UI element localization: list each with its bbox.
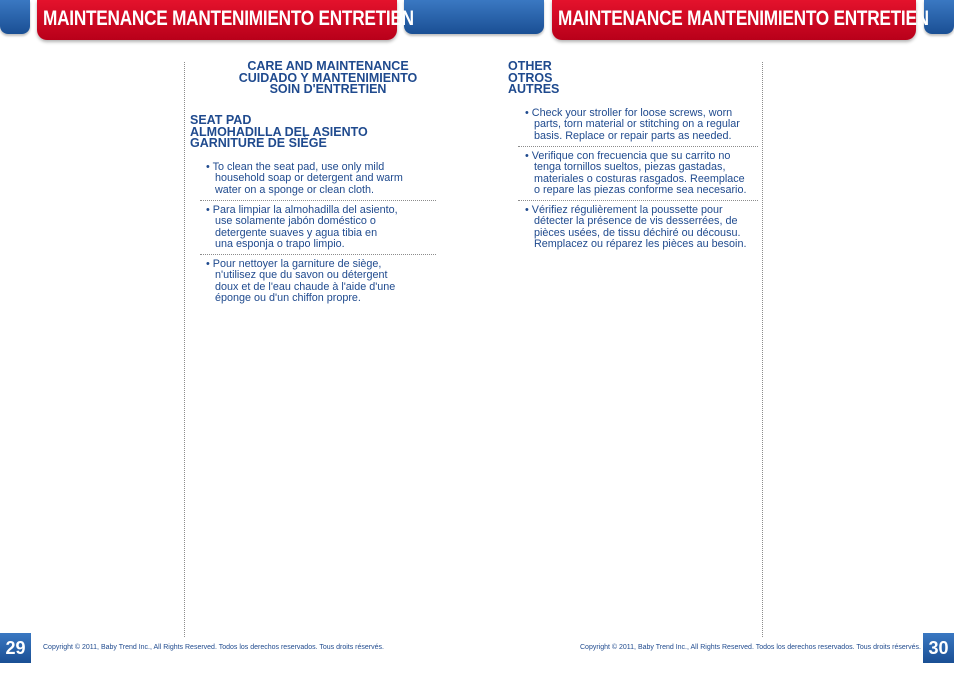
- other-bullet-es: • Verifique con frecuencia que su carrito no tenga tornillos sueltos, piezas gastadas, materiales o costuras rasgados. Reemplace o repare las piezas conforme sea necesario.: [525, 150, 747, 197]
- divider: [200, 200, 436, 201]
- seat-pad-bullet-en: • To clean the seat pad, use only mild household soap or detergent and warm water on a sponge or clean cloth.: [206, 161, 403, 196]
- divider: [200, 254, 436, 255]
- other-bullet-fr: • Vérifiez régulièrement la poussette pour détecter la présence de vis desserrées, de pièces usées, de tissu déchiré ou décousu. Remplacez ou réparez les pièces au besoin.: [525, 204, 747, 251]
- seat-pad-bullet-fr: • Pour nettoyer la garniture de siège, n'utilisez que du savon ou détergent doux et de l'eau chaude à l'aide d'une éponge ou d'un chiffon propre.: [206, 258, 396, 305]
- other-bullet-en: • Check your stroller for loose screws, worn parts, torn material or stitching on a regular basis. Replace or repair parts as needed.: [525, 107, 740, 142]
- seat-pad-heading: [190, 115, 368, 150]
- heading-line: OTHER: [508, 59, 552, 73]
- header-tab-left: [0, 0, 30, 34]
- header-banner-right: [552, 0, 929, 40]
- heading-line: AUTRES: [508, 82, 560, 96]
- divider: [518, 200, 758, 201]
- right-margin-line: [762, 62, 763, 637]
- heading-line: CARE AND MAINTENANCE: [247, 59, 409, 73]
- banner-title-left: MAINTENANCE MANTENIMIENTO ENTRETIEN: [43, 7, 414, 30]
- copyright-left: Copyright © 2011, Baby Trend Inc., All Rights Reserved. Todos los derechos reservados. Tous droits réservés.: [43, 644, 384, 651]
- heading-line: SOIN D'ENTRETIEN: [269, 82, 387, 96]
- banner-title-right: MAINTENANCE MANTENIMIENTO ENTRETIEN: [558, 7, 929, 30]
- care-maintenance-heading: [190, 61, 466, 96]
- seat-pad-bullet-es: • Para limpiar la almohadilla del asiento, use solamente jabón doméstico o detergente suaves y agua tibia en una esponja o trapo limpio.: [206, 204, 398, 251]
- page-number-right: 30: [923, 633, 954, 663]
- page-number-left: 29: [0, 633, 31, 663]
- heading-line: ALMOHADILLA DEL ASIENTO: [190, 124, 368, 139]
- heading-line: GARNITURE DE SIÈGE: [190, 136, 327, 150]
- heading-line: OTROS: [508, 70, 553, 85]
- left-margin-line: [184, 62, 185, 637]
- divider: [518, 146, 758, 147]
- other-heading: [508, 61, 559, 96]
- heading-line: CUIDADO Y MANTENIMIENTO: [238, 70, 418, 85]
- header-banner-left: [37, 0, 414, 40]
- header-tab-center: [404, 0, 544, 34]
- heading-line: SEAT PAD: [190, 113, 252, 127]
- copyright-right: Copyright © 2011, Baby Trend Inc., All Rights Reserved. Todos los derechos reservados. Tous droits réservés.: [580, 644, 921, 651]
